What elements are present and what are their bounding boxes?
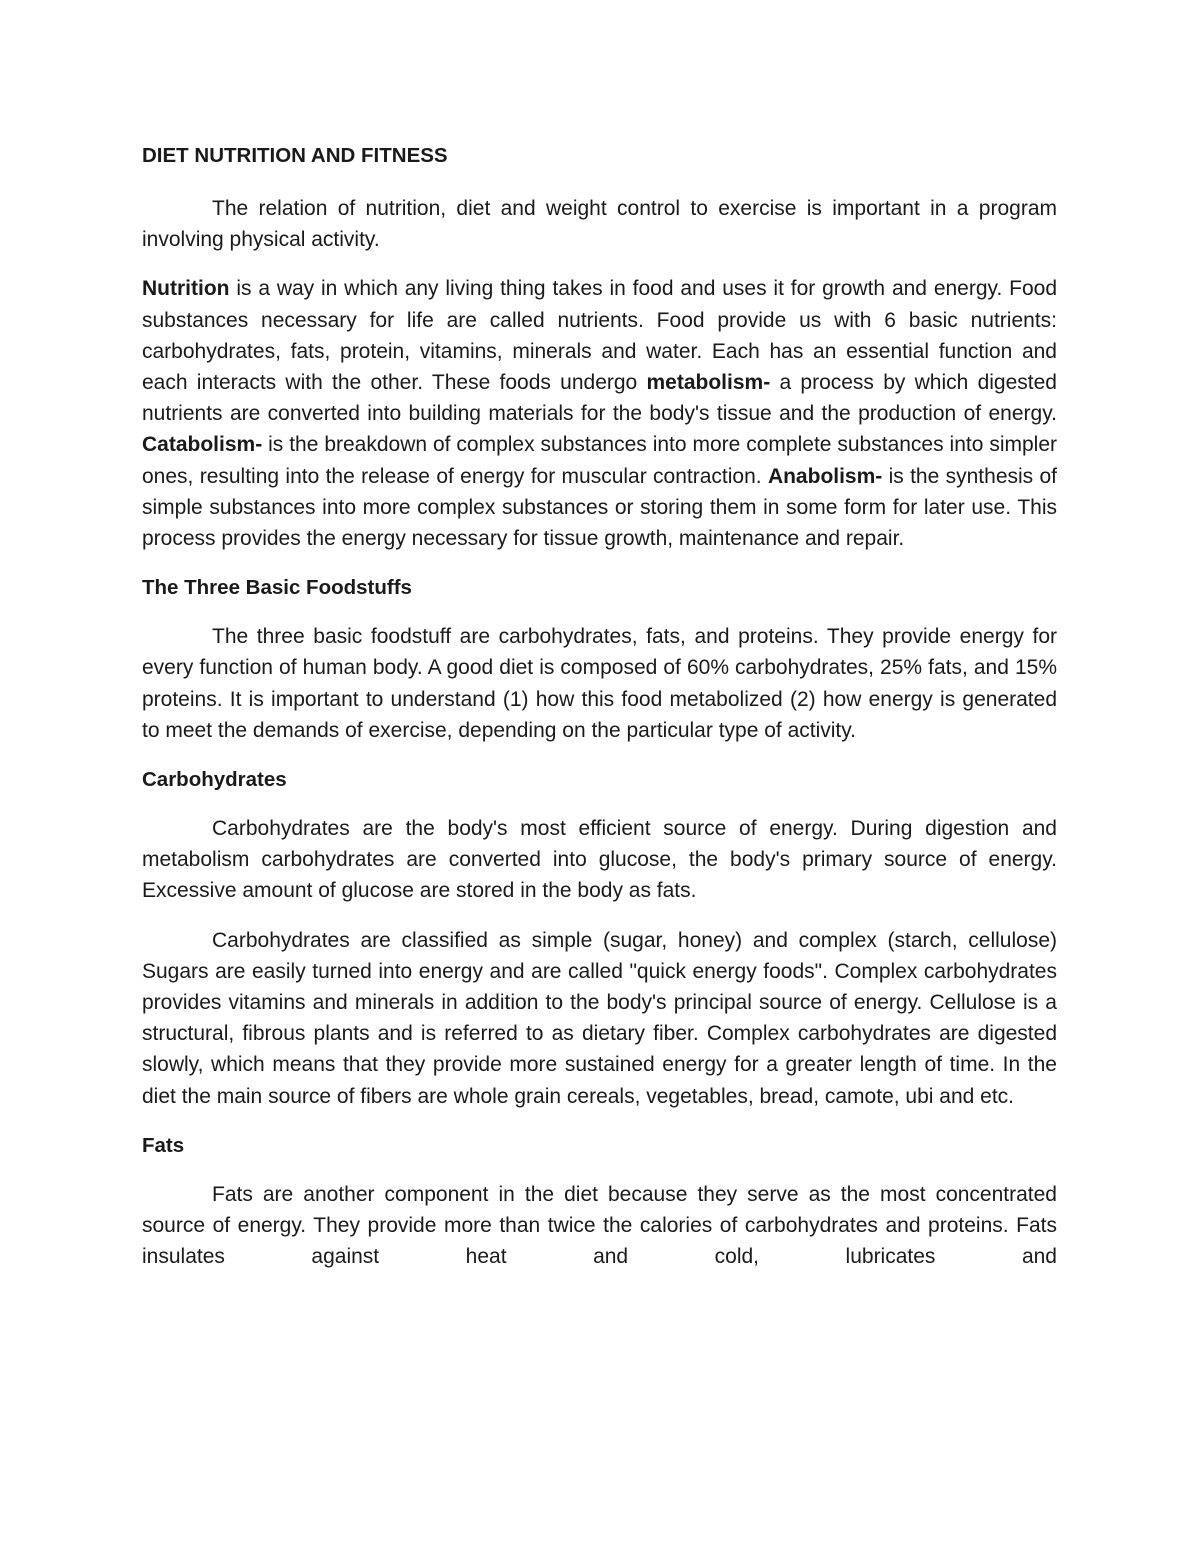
document-page: [142, 140, 1057, 1290]
term-nutrition: Nutrition: [142, 277, 230, 301]
term-anabolism: Anabolism-: [767, 464, 883, 488]
nutrition-paragraph: [142, 273, 1057, 554]
heading-carbohydrates: Carbohydrates: [142, 768, 287, 792]
heading-fats: Fats: [142, 1133, 185, 1157]
nutrition-text-2: a process by which digested nutrients are converted into building materials for the body's tissue and the production of energy.: [142, 371, 1057, 426]
heading-basic-foodstuffs: The Three Basic Foodstuffs: [142, 576, 412, 600]
document-title: DIET NUTRITION AND FITNESS: [142, 144, 448, 167]
term-catabolism: Catabolism-: [142, 433, 263, 457]
foodstuffs-paragraph: The three basic foodstuff are carbohydrates, fats, and proteins. They provide energy for every function of human body. A good diet is composed of 60% carbohydrates, 25% fats, and 15% proteins. It is important to understand (1) how this food metabolized (2) how energy is generated to meet the demands of exercise, depending on the particular type of activity.: [142, 625, 1057, 742]
term-metabolism: metabolism-: [646, 371, 771, 395]
nutrition-text-1: is a way in which any living thing takes in food and uses it for growth and energy. Food substances necessary for life are called nutrients. Food provide us with 6 basic nutrients: carbohydrates, fats, protein, vitamins, minerals and water. Each has an essential function and each interacts with the other. These foods undergo: [142, 277, 1057, 395]
fats-paragraph: Fats are another component in the diet because they serve as the most concentrated source of energy. They provide more than twice the calories of carbohydrates and proteins. Fats insulates against heat and cold, lubricates and: [142, 1182, 1057, 1269]
nutrition-text-3: is the breakdown of complex substances into more complete substances into simpler ones, resulting into the release of energy for muscular contraction.: [142, 433, 1057, 488]
intro-paragraph: The relation of nutrition, diet and weight control to exercise is important in a program involving physical activity.: [142, 197, 1057, 252]
nutrition-text-4: is the synthesis of simple substances into more complex substances or storing them in some form for later use. This process provides the energy necessary for tissue growth, maintenance and repair.: [142, 464, 1058, 551]
carbohydrates-paragraph-1: Carbohydrates are the body's most efficient source of energy. During digestion and metabolism carbohydrates are converted into glucose, the body's primary source of energy. Excessive amount of glucose are stored in the body as fats.: [142, 817, 1057, 903]
carbohydrates-paragraph-2: Carbohydrates are classified as simple (sugar, honey) and complex (starch, cellulose) Sugars are easily turned into energy and are called "quick energy foods". Complex carbohydrates provides vitamins and minerals in addition to the body's principal source of energy. Cellulose is a structural, fibrous plants and is referred to as dietary fiber. Complex carbohydrates are digested slowly, which means that they provide more sustained energy for a greater length of time. In the diet the main source of fibers are whole grain cereals, vegetables, bread, camote, ubi and etc.: [142, 928, 1057, 1108]
